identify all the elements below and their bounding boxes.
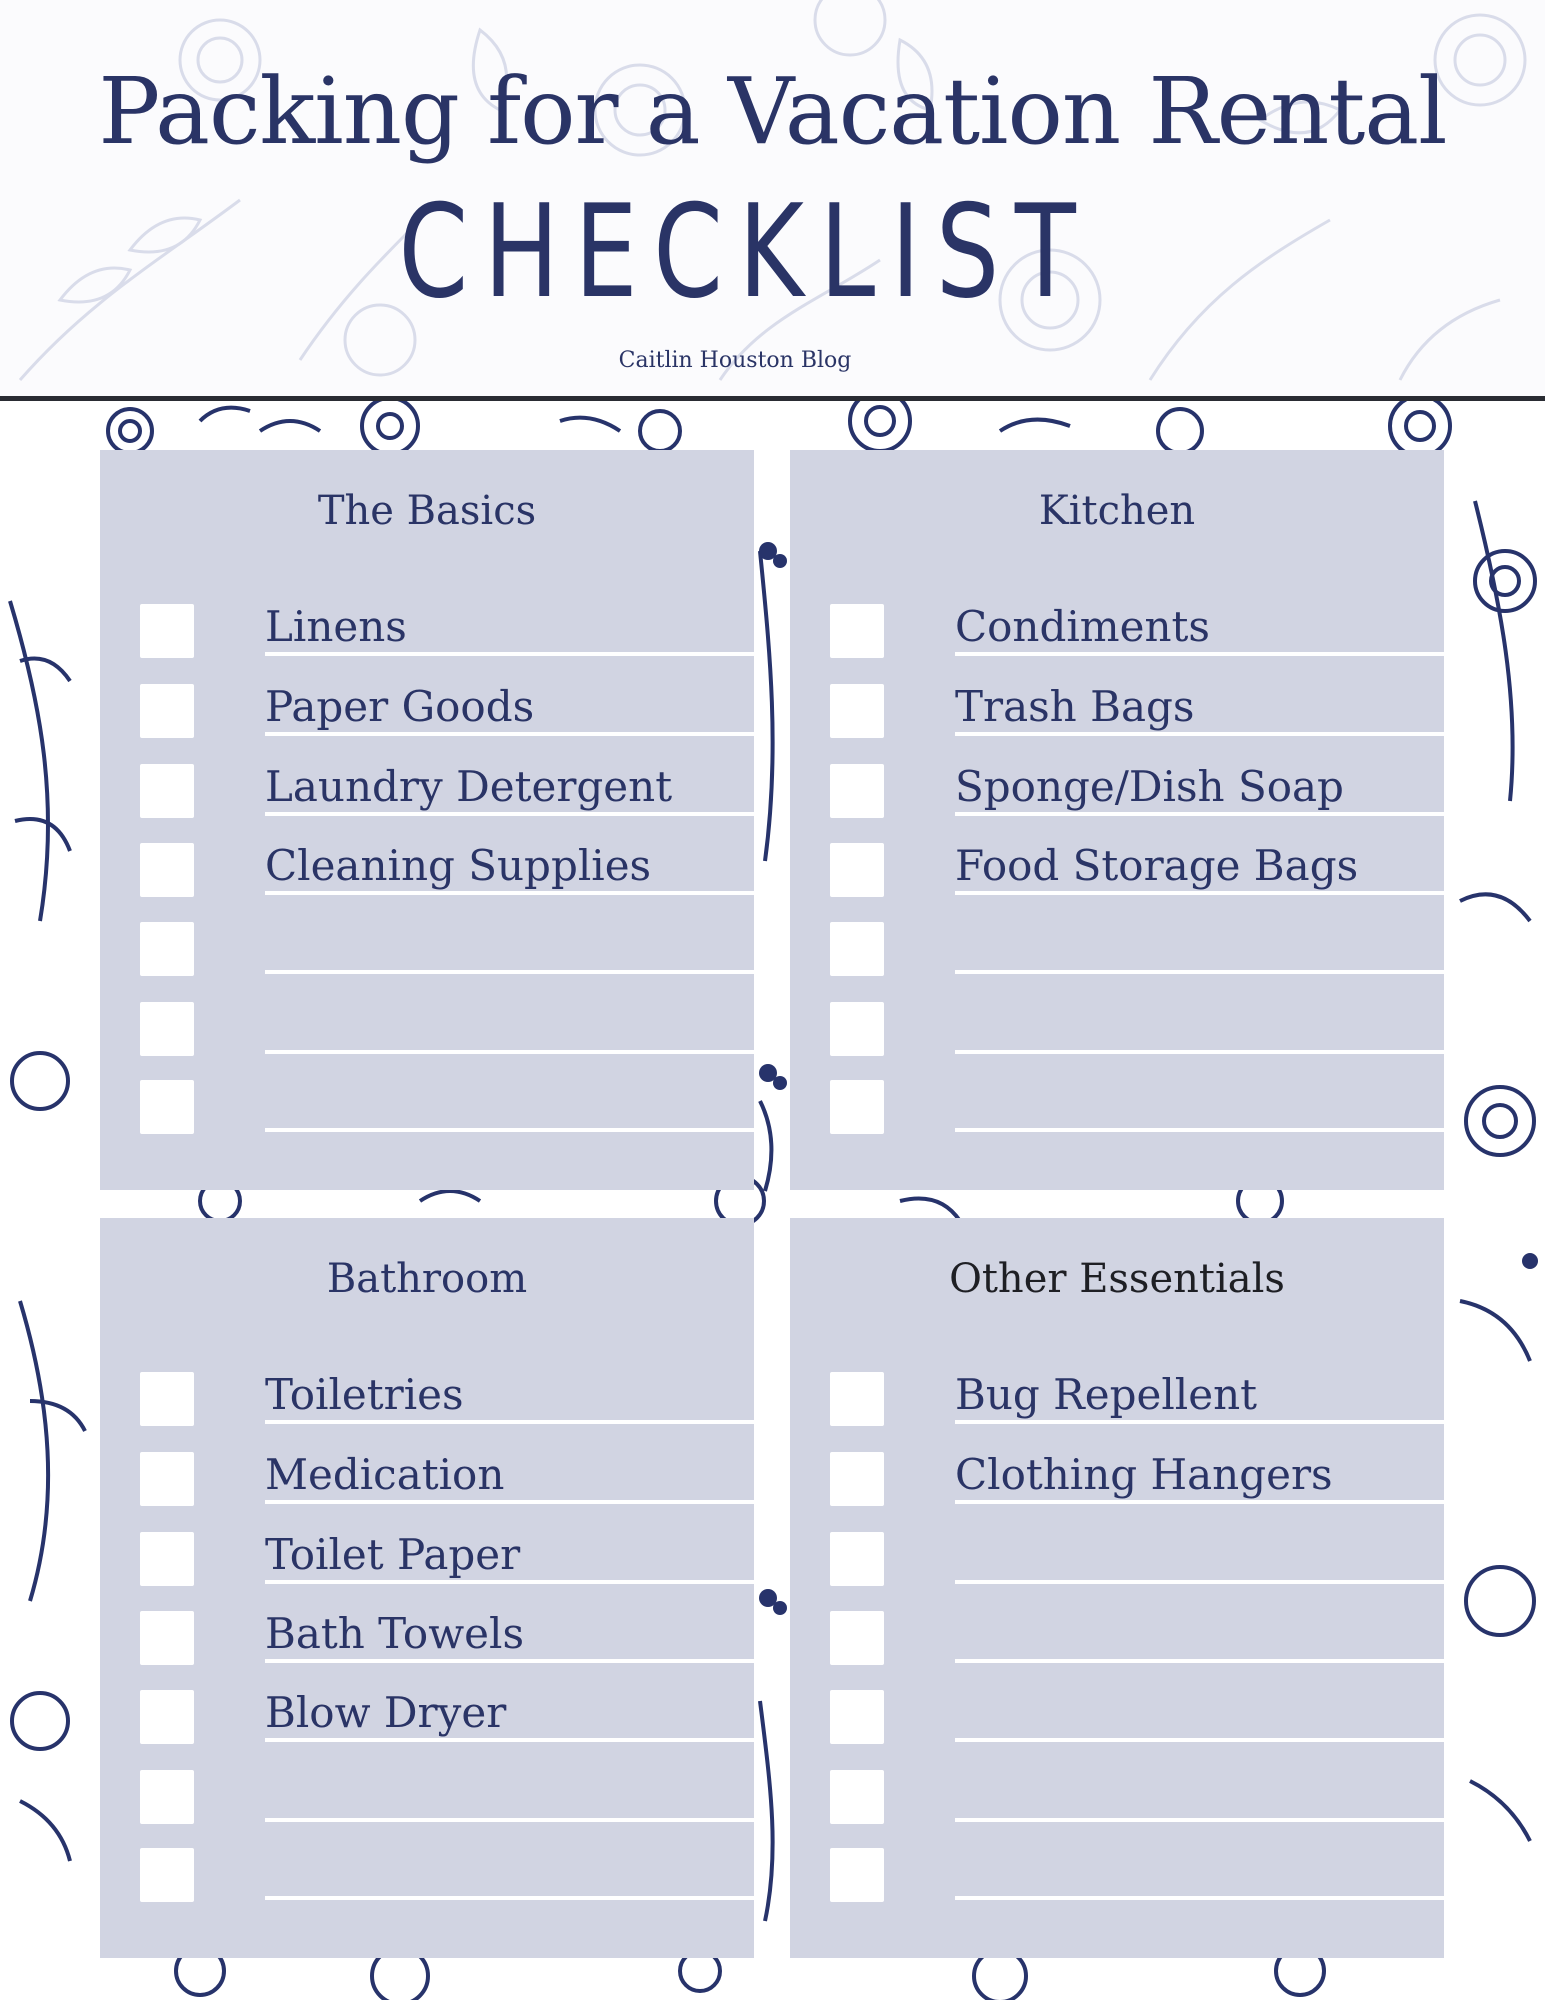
item-label: Clothing Hangers <box>955 1450 1333 1499</box>
section-bathroom <box>100 1218 754 1958</box>
write-in-line <box>265 970 755 974</box>
write-in-line <box>265 891 755 895</box>
item-label: Toilet Paper <box>265 1530 521 1579</box>
checkbox[interactable] <box>140 1532 194 1586</box>
write-in-line <box>265 1896 755 1900</box>
write-in-line <box>265 1659 755 1663</box>
page-subtitle: CHECKLIST <box>398 178 1092 327</box>
item-label: Condiments <box>955 602 1210 651</box>
checkbox[interactable] <box>140 922 194 976</box>
write-in-line <box>955 1050 1445 1054</box>
checkbox[interactable] <box>140 1372 194 1426</box>
list-item[interactable] <box>140 990 714 1054</box>
item-label: Bug Repellent <box>955 1370 1258 1419</box>
checkbox[interactable] <box>830 1452 884 1506</box>
item-label: Toiletries <box>265 1370 464 1419</box>
list-item[interactable] <box>140 672 714 736</box>
list-item[interactable] <box>140 831 714 895</box>
list-item[interactable] <box>140 1440 714 1504</box>
checkbox[interactable] <box>830 764 884 818</box>
section-title: The Basics <box>317 488 537 534</box>
checkbox[interactable] <box>140 764 194 818</box>
checkbox[interactable] <box>140 684 194 738</box>
section-title: Kitchen <box>1038 488 1196 534</box>
write-in-line <box>265 1050 755 1054</box>
write-in-line <box>955 1659 1445 1663</box>
checkbox[interactable] <box>140 1848 194 1902</box>
checkbox[interactable] <box>140 604 194 658</box>
write-in-line <box>955 1580 1445 1584</box>
checkbox[interactable] <box>830 1690 884 1744</box>
item-label: Blow Dryer <box>265 1688 507 1737</box>
write-in-line <box>955 732 1445 736</box>
list-item[interactable] <box>830 990 1404 1054</box>
item-label: Linens <box>265 602 407 651</box>
checkbox[interactable] <box>830 843 884 897</box>
checkbox[interactable] <box>830 1848 884 1902</box>
checkbox[interactable] <box>830 1770 884 1824</box>
item-label: Bath Towels <box>265 1609 525 1658</box>
checkbox[interactable] <box>830 1002 884 1056</box>
write-in-line <box>955 652 1445 656</box>
write-in-line <box>265 1420 755 1424</box>
write-in-line <box>265 1738 755 1742</box>
checkbox[interactable] <box>830 1080 884 1134</box>
list-item[interactable] <box>140 592 714 656</box>
list-item[interactable] <box>140 1360 714 1424</box>
section-the-basics <box>100 450 754 1190</box>
checkbox[interactable] <box>140 1770 194 1824</box>
list-item[interactable] <box>830 1520 1404 1584</box>
section-title: Bathroom <box>326 1256 528 1302</box>
write-in-line <box>265 812 755 816</box>
write-in-line <box>265 1500 755 1504</box>
list-item[interactable] <box>830 1360 1404 1424</box>
write-in-line <box>955 1738 1445 1742</box>
byline: Caitlin Houston Blog <box>618 348 852 373</box>
checkbox[interactable] <box>830 604 884 658</box>
list-item[interactable] <box>140 1520 714 1584</box>
list-item[interactable] <box>140 752 714 816</box>
checkbox[interactable] <box>140 1611 194 1665</box>
list-item[interactable] <box>830 1678 1404 1742</box>
checkbox[interactable] <box>140 1002 194 1056</box>
checkbox[interactable] <box>830 1611 884 1665</box>
write-in-line <box>265 732 755 736</box>
list-item[interactable] <box>830 752 1404 816</box>
list-item[interactable] <box>830 1758 1404 1822</box>
page-title: Packing for a Vacation Rental <box>98 58 1447 165</box>
list-item[interactable] <box>140 1758 714 1822</box>
item-label: Sponge/Dish Soap <box>955 762 1344 811</box>
item-label: Laundry Detergent <box>265 762 673 811</box>
write-in-line <box>955 891 1445 895</box>
checkbox[interactable] <box>830 1532 884 1586</box>
write-in-line <box>955 1896 1445 1900</box>
list-item[interactable] <box>830 672 1404 736</box>
checkbox[interactable] <box>140 1080 194 1134</box>
checkbox[interactable] <box>830 684 884 738</box>
list-item[interactable] <box>140 910 714 974</box>
item-label: Food Storage Bags <box>955 841 1359 890</box>
write-in-line <box>265 652 755 656</box>
list-item[interactable] <box>830 1440 1404 1504</box>
list-item[interactable] <box>830 592 1404 656</box>
item-label: Trash Bags <box>955 682 1195 731</box>
write-in-line <box>955 1818 1445 1822</box>
section-other-essentials <box>790 1218 1444 1958</box>
write-in-line <box>265 1818 755 1822</box>
write-in-line <box>955 1420 1445 1424</box>
write-in-line <box>265 1128 755 1132</box>
page-header <box>0 0 1545 398</box>
list-item[interactable] <box>140 1836 714 1900</box>
list-item[interactable] <box>830 1599 1404 1663</box>
write-in-line <box>955 1128 1445 1132</box>
checkbox[interactable] <box>140 1452 194 1506</box>
list-item[interactable] <box>830 910 1404 974</box>
write-in-line <box>265 1580 755 1584</box>
item-label: Medication <box>265 1450 505 1499</box>
list-item[interactable] <box>140 1678 714 1742</box>
checkbox[interactable] <box>830 922 884 976</box>
section-kitchen <box>790 450 1444 1190</box>
section-title: Other Essentials <box>949 1256 1285 1302</box>
write-in-line <box>955 1500 1445 1504</box>
list-item[interactable] <box>830 1068 1404 1132</box>
list-item[interactable] <box>830 1836 1404 1900</box>
checkbox[interactable] <box>140 1690 194 1744</box>
checkbox[interactable] <box>830 1372 884 1426</box>
checkbox[interactable] <box>140 843 194 897</box>
item-label: Paper Goods <box>265 682 535 731</box>
write-in-line <box>955 970 1445 974</box>
list-item[interactable] <box>140 1599 714 1663</box>
list-item[interactable] <box>140 1068 714 1132</box>
item-label: Cleaning Supplies <box>265 841 652 890</box>
list-item[interactable] <box>830 831 1404 895</box>
write-in-line <box>955 812 1445 816</box>
